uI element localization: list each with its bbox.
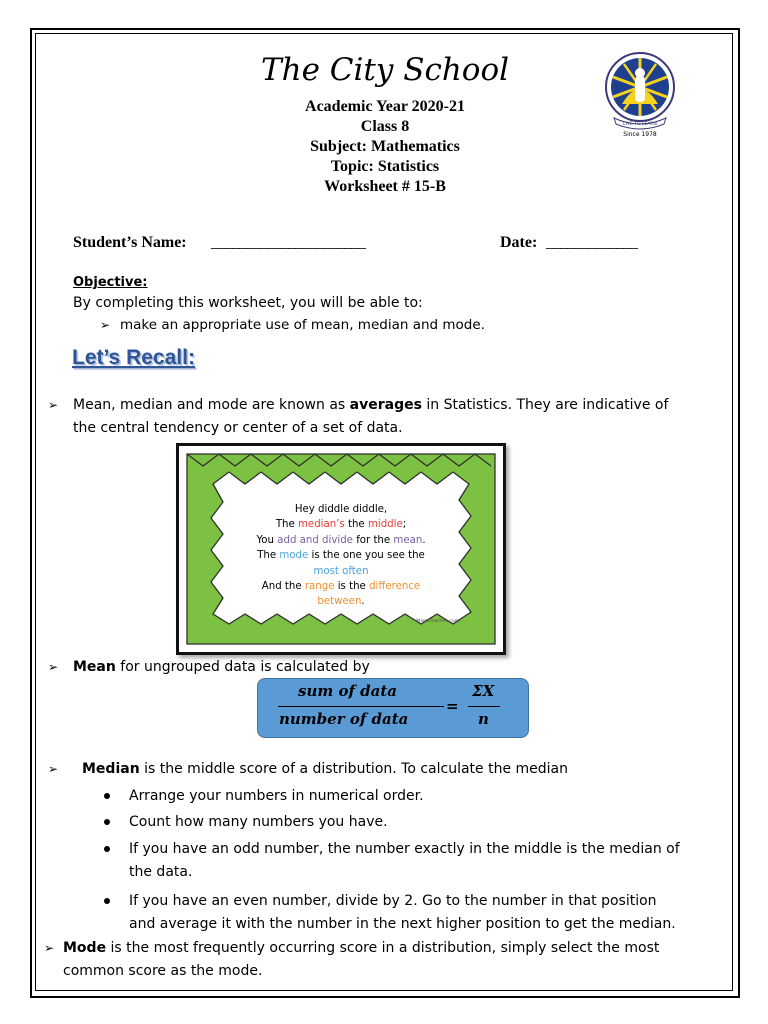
median-text: is the middle score of a distribution. To calculate the median [139, 761, 569, 777]
objective-bullet [100, 317, 485, 333]
poem-line-6: And the range is the difference [261, 581, 421, 593]
academic-year: Academic Year 2020-21 [305, 98, 465, 115]
mean-bold: Mean [73, 659, 116, 675]
mode-bold: Mode [63, 940, 107, 956]
objective-bullet-text: make an appropriate use of mean, median and mode. [120, 317, 485, 333]
median-paragraph [48, 758, 688, 781]
bullet-dot-icon [104, 846, 110, 852]
school-logo [600, 52, 680, 142]
lets-recall-heading: Let’s Recall: [72, 346, 195, 369]
arrow-bullet-icon: ➢ [48, 762, 59, 776]
median-bold: Median [82, 761, 140, 777]
poem-line-1: Hey diddle diddle, [294, 504, 388, 515]
bullet-dot-icon [104, 793, 110, 799]
logo-motto: LIVE TO LEARN [623, 122, 657, 127]
objective-heading: Objective: [73, 275, 148, 290]
student-name-label: Student’s Name: [73, 234, 187, 251]
class-line: Class 8 [360, 118, 410, 135]
formula-fraction-bar-2 [468, 706, 500, 707]
mean-formula-box [257, 678, 529, 738]
student-info-row [73, 234, 693, 256]
averages-text-b: in Statistics. They are indicative of [421, 397, 669, 413]
date-label: Date: [500, 234, 538, 251]
arrow-bullet-icon: ➢ [48, 660, 59, 674]
averages-text-c: the central tendency or center of a set of data. [73, 420, 403, 436]
poem-line-5: most often [313, 565, 369, 577]
formula-equals: = [446, 697, 459, 715]
objective-text: By completing this worksheet, you will be able to: [73, 295, 423, 311]
arrow-bullet-icon: ➢ [44, 941, 55, 955]
formula-numerator-2: ΣX [472, 682, 495, 700]
poem-image [176, 443, 506, 655]
formula-denominator-2: n [478, 710, 489, 728]
mode-text-2: common score as the mode. [63, 963, 263, 979]
poem-credit: MamaTeaches.com [416, 619, 459, 624]
arrow-bullet-icon: ➢ [100, 318, 111, 332]
worksheet-number: Worksheet # 15-B [324, 178, 446, 195]
poem-line-2: The median’s the middle; [275, 519, 407, 531]
formula-denominator: number of data [279, 710, 409, 728]
arrow-bullet-icon: ➢ [48, 398, 59, 412]
mean-paragraph [48, 656, 648, 679]
formula-numerator: sum of data [298, 682, 397, 700]
averages-bold: averages [349, 397, 422, 413]
school-title: The City School [260, 52, 510, 88]
student-name-field[interactable]: ______________________ [211, 234, 365, 251]
subject-line: Subject: Mathematics [310, 138, 460, 155]
poem-text [239, 502, 443, 610]
mean-text: for ungrouped data is calculated by [115, 659, 370, 675]
poem-line-4: The mode is the one you see the [257, 550, 425, 562]
averages-paragraph [48, 394, 728, 442]
topic-line: Topic: Statistics [330, 158, 440, 175]
poem-line-7: between. [317, 596, 365, 608]
bullet-dot-icon [104, 898, 110, 904]
worksheet-page: The City School Academic Year 2020-21 Class 8 Subject: Mathematics Topic: Statistics Worksheet # 15-B LIVE TO LEARN Since 1978 Student’s Name: ______________________ Date: _____________ Objective: By completing this worksheet, you will be able to: ➢ make an appropriate use of mean, median and mode. Let’s Recall: ➢ Mean, median and mode are known as averages in Statistics. They are indicative of the central tendency or center of a set of data. Hey diddle diddle, The median’s the middle; You add and divide for the mean. The mode is the one you see the most often And the range is the difference between. MamaTeaches.com ➢ Mean for ungrouped data is calculated by sum of data number of data = ΣX n ➢ Median is the middle score of a distribution. To calculate the median Arrange your numbers in numerical order. Count how many numbers you have. If you have an odd number, the number exactly in the middle is the median of the data. If you have an even number, divide by 2. Go to the number in that position and average it with the number in the next higher position to get the median. ➢ Mode is the most frequently occurring score in a distribution, simply select the most common score as the mode. [0, 0, 768, 1024]
header-block [240, 97, 530, 197]
logo-since: Since 1978 [623, 131, 657, 138]
averages-text-a: Mean, median and mode are known as [73, 397, 350, 413]
date-field[interactable]: _____________ [546, 234, 637, 251]
formula-fraction-bar [278, 706, 444, 707]
mode-text: is the most frequently occurring score in a distribution, simply select the most [106, 940, 660, 956]
mode-paragraph [44, 937, 724, 985]
poem-line-3: You add and divide for the mean. [256, 534, 426, 546]
bullet-dot-icon [104, 819, 110, 825]
